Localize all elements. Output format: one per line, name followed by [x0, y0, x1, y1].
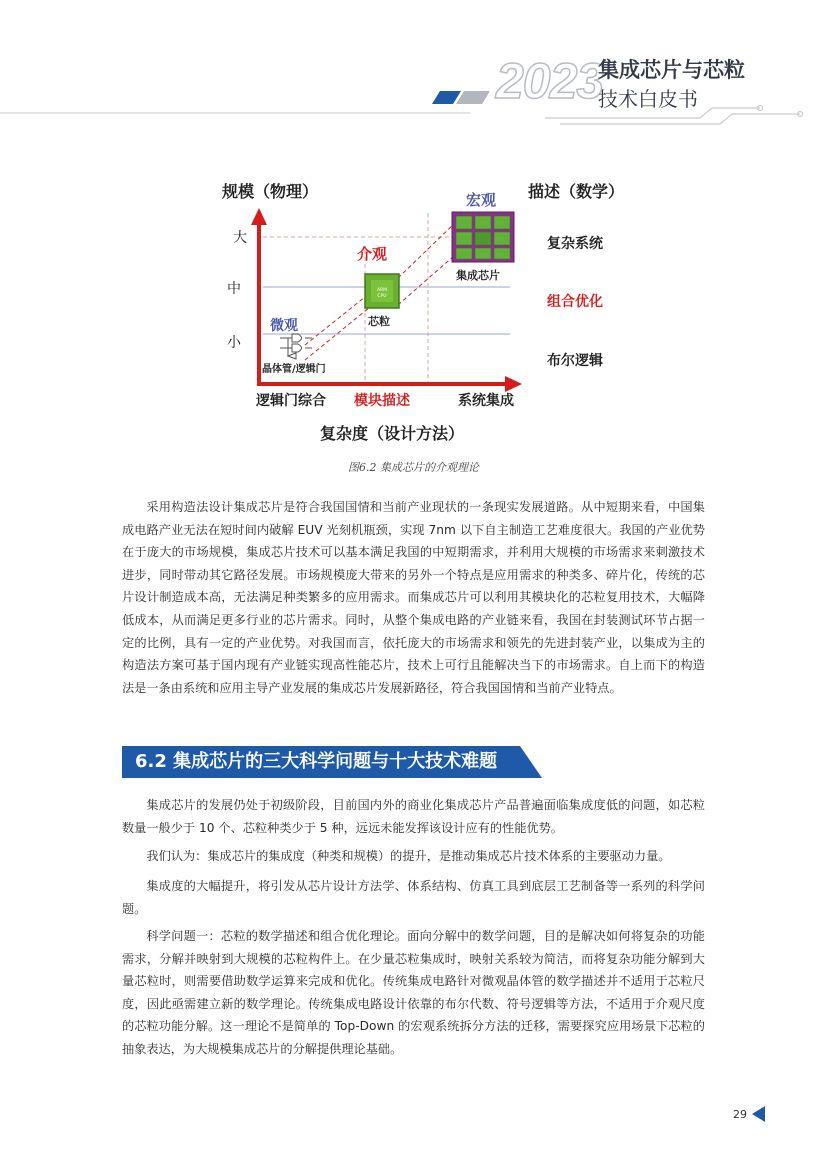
x-label-system-integration: 系统集成 — [458, 393, 514, 409]
header-subtitle: 技术白皮书 — [598, 87, 698, 111]
y-level-small: 小 — [227, 335, 241, 351]
right-label-combinatorial: 组合优化 — [547, 294, 603, 310]
label-integrated-chip: 集成芯片 — [456, 269, 500, 282]
header-grey-bar — [456, 91, 490, 104]
header-blue-bar — [432, 91, 461, 104]
page-number: 29 — [733, 1108, 747, 1121]
y-level-large: 大 — [233, 230, 247, 246]
label-macro: 宏观 — [466, 191, 497, 209]
header-title: 集成芯片与芯粒 — [598, 58, 745, 82]
right-axis-title: 描述（数学） — [528, 182, 625, 201]
x-label-logic-synthesis: 逻辑门综合 — [256, 393, 326, 409]
right-label-boolean: 布尔逻辑 — [547, 353, 603, 369]
x-axis-title: 复杂度（设计方法） — [320, 424, 465, 443]
paragraph-development-stage: 集成芯片的发展仍处于初级阶段，目前国内外的商业化集成芯片产品普遍面临集成度低的问题，如芯粒数量一般少于 10 个、芯粒种类少于 5 种，远远未能发挥该设计应有的性能优势。 — [122, 798, 705, 835]
figure-caption: 图6.2 集成芯片的介观理论 — [348, 461, 479, 474]
logic-gate-icon — [280, 334, 312, 359]
paragraph-scientific-issues: 集成度的大幅提升，将引发从芯片设计方法学、体系结构、仿真工具到底层工艺制备等一系列的科学问题。 — [122, 879, 705, 916]
figure-diagram — [210, 175, 630, 450]
label-meso: 介观 — [357, 245, 388, 263]
section-title: 6.2 集成芯片的三大科学问题与十大技术难题 — [135, 751, 498, 772]
meso-theory-figure — [210, 175, 630, 450]
svg-text:CPU: CPU — [377, 294, 387, 299]
page-marker-icon — [751, 1106, 765, 1122]
y-level-medium: 中 — [227, 281, 241, 297]
paragraph-scientific-problem-one: 科学问题一：芯粒的数学描述和组合优化理论。面向分解中的数学问题，目的是解决如何将复杂的功能需求，分解并映射到大规模的芯粒构件上。在少量芯粒集成时，映射关系较为简洁，而将复杂功能分解到大量芯粒时，则需要借助数学运算来完成和优化。传统集成电路针对微观晶体管的数学描述并不适用于芯粒尺度，因此亟需建立新的数学理论。传统集成电路设计依靠的布尔代数、符号逻辑等方法，不适用于介观尺度的芯粒功能分解。这一理论不是简单的 Top-Down 的宏观系统拆分方法的迁移，需要探究应用场景下芯粒的抽象表达，为大规模集成芯片的分解提供理论基础。 — [122, 929, 705, 1056]
label-micro: 微观 — [270, 318, 298, 334]
x-label-module-description: 模块描述 — [354, 393, 410, 409]
paragraph-construction-method: 采用构造法设计集成芯片是符合我国国情和当前产业现状的一条现实发展道路。从中短期来看，中国集成电路产业无法在短时间内破解 EUV 光刻机瓶颈，实现 7nm 以下自主制造工艺难度很大。我国的产业优势在于庞大的市场规模，集成芯片技术可以基本满足我国的中短期需求，并利用大规模的市场需求来刺激技术进步，同时带动其它路径发展。市场规模庞大带来的另外一个特点是应用需求的种类多、碎片化，传统的芯片设计制造成本高，无法满足种类繁多的应用需求。而集成芯片可以利用其模块化的芯粒复用技术，大幅降低成本，从而满足更多行业的芯片需求。同时，从整个集成电路的产业链来看，我国在封装测试环节占据一定的比例，具有一定的产业优势。对我国而言，依托庞大的市场需求和领先的先进封装产业，以集成为主的构造法方案可基于国内现有产业链实现高性能芯片，技术上可行且能解决当下的市场需求。自上而下的构造法是一条由系统和应用主导产业发展的集成芯片发展新路径，符合我国国情和当前产业特点。 — [122, 500, 705, 695]
label-transistor: 晶体管/逻辑门 — [262, 364, 326, 375]
label-chiplet: 芯粒 — [368, 315, 390, 328]
page-header — [0, 0, 827, 130]
integrated-chip-icon — [452, 212, 514, 262]
chiplet-icon — [365, 274, 399, 308]
y-axis-title: 规模（物理） — [222, 182, 319, 201]
svg-text:ARM: ARM — [376, 288, 388, 293]
header-year: 2023 — [496, 53, 604, 109]
right-label-complex-system: 复杂系统 — [547, 236, 603, 252]
paragraph-integration-driver: 我们认为：集成芯片的集成度（种类和规模）的提升，是推动集成芯片技术体系的主要驱动力量。 — [146, 849, 671, 863]
